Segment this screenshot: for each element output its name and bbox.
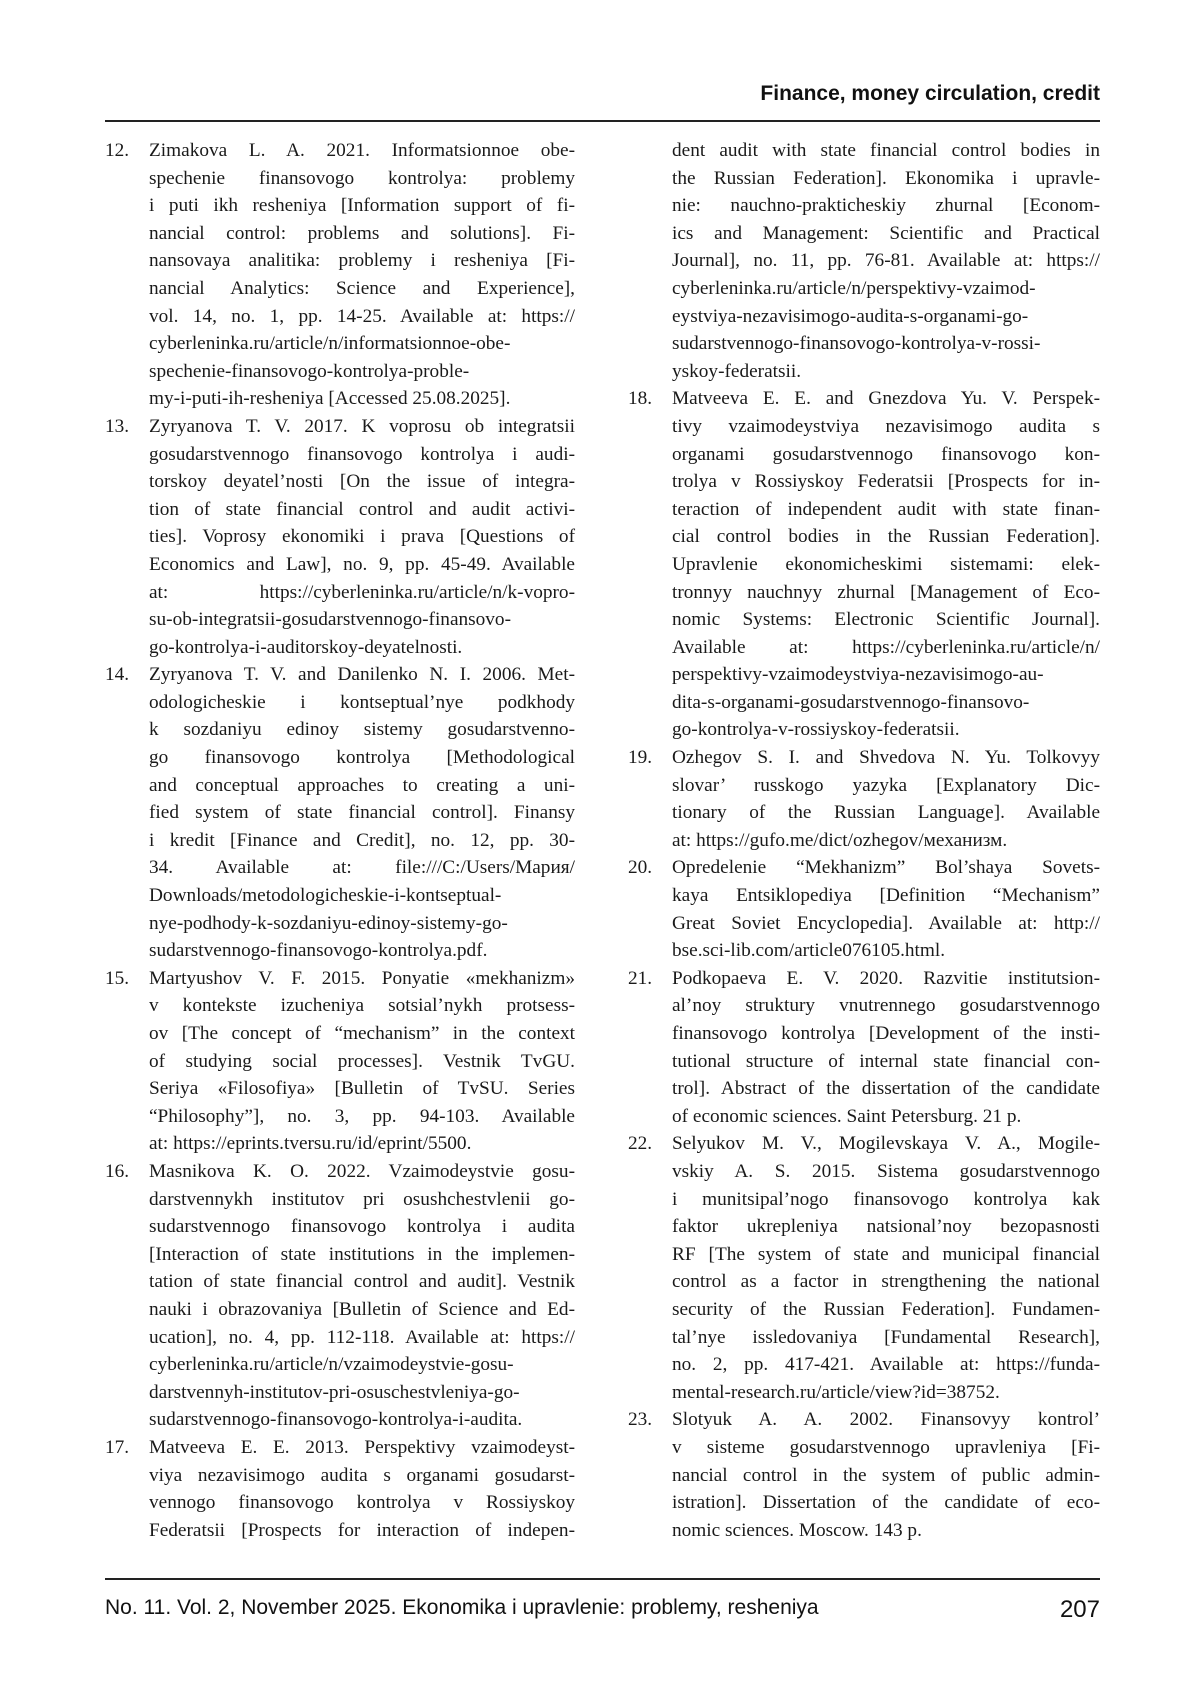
footer-rule — [105, 1578, 1100, 1580]
reference-line-text: dent audit with state financial control bodies in — [672, 140, 1100, 161]
reference-line-text: v kontekste izucheniya sotsial’nykh protsess- — [149, 995, 575, 1017]
reference-line-text: slovar’ russkogo yazyka [Explanatory Dic- — [672, 774, 1100, 796]
reference-text-line — [672, 275, 1100, 303]
reference-text-line — [149, 689, 575, 717]
reference-text-line — [149, 661, 575, 689]
reference-text-line — [672, 1517, 1100, 1545]
reference-line-text: tionary of the Russian Language]. Available — [672, 802, 1100, 824]
reference-text-line — [149, 1048, 575, 1076]
reference-item — [628, 1406, 1100, 1544]
reference-line-text: trolya v Rossiyskoy Federatsii [Prospects for in- — [672, 471, 1100, 493]
reference-line-text: control as a factor in strengthening the national — [672, 1271, 1100, 1293]
reference-line-text: eystviya-nezavisimogo-audita-s-organami-go- — [672, 305, 1029, 327]
reference-text-line — [149, 1296, 575, 1324]
reference-text-line — [672, 799, 1100, 827]
reference-text-line — [672, 1324, 1100, 1352]
reference-line-text: no. 2, pp. 417-421. Available at: https://funda- — [672, 1354, 1100, 1376]
reference-text-line — [149, 330, 575, 358]
reference-text-line — [672, 1103, 1100, 1131]
reference-text-line — [149, 937, 575, 965]
reference-line-text: Slotyuk A. A. 2002. Finansovyy kontrol’ — [672, 1409, 1100, 1431]
reference-line-text: nomic Systems: Electronic Scientific Journal]. — [672, 609, 1100, 631]
reference-line-text: cyberleninka.ru/article/n/informatsionnoe-obe- — [149, 333, 511, 355]
reference-line-text: nancial Analytics: Science and Experience], — [149, 277, 575, 299]
reference-line-text: nie: nauchno-prakticheskiy zhurnal [Econom- — [672, 195, 1100, 217]
reference-text-line — [672, 330, 1100, 358]
reference-text-line — [672, 441, 1100, 469]
reference-line-text: torskoy deyatel’nosti [On the issue of integra- — [149, 471, 575, 493]
reference-text-line — [672, 385, 1100, 413]
reference-item-continuation — [628, 137, 1100, 385]
references-right-column — [628, 137, 1100, 1544]
reference-text-line — [149, 385, 575, 413]
reference-text-line — [149, 1406, 575, 1434]
reference-text-line — [672, 1268, 1100, 1296]
reference-line-text: “Philosophy”], no. 3, pp. 94-103. Available — [149, 1105, 575, 1127]
reference-line-text: fied system of state financial control]. Finansy — [149, 802, 575, 824]
reference-text-line — [672, 496, 1100, 524]
reference-text-line — [149, 1324, 575, 1352]
reference-text-line — [149, 854, 575, 882]
reference-line-text: su-ob-integratsii-gosudarstvennogo-finansovo- — [149, 609, 511, 631]
reference-line-text: cial control bodies in the Russian Federation]. — [672, 526, 1100, 548]
reference-line-text: tivy vzaimodeystviya nezavisimogo audita s — [672, 415, 1100, 437]
reference-text-line — [672, 413, 1100, 441]
reference-line-text: nancial control in the system of public admin- — [672, 1464, 1100, 1486]
reference-line-text: Matveeva E. E. and Gnezdova Yu. V. Perspek- — [672, 388, 1100, 410]
reference-text-line — [672, 744, 1100, 772]
reference-line-text: yskoy-federatsii. — [672, 360, 802, 382]
reference-line-text: Ozhegov S. I. and Shvedova N. Yu. Tolkovyy — [672, 747, 1100, 769]
reference-line-text: sudarstvennogo-finansovogo-kontrolya-v-rossi- — [672, 333, 1041, 355]
reference-item — [105, 137, 575, 413]
reference-line-text: go-kontrolya-i-auditorskoy-deyatelnosti. — [149, 636, 463, 658]
reference-item — [105, 965, 575, 1158]
reference-text-line — [672, 1213, 1100, 1241]
reference-line-text: dita-s-organami-gosudarstvennogo-finansovo- — [672, 691, 1030, 713]
reference-line-text: RF [The system of state and municipal financial — [672, 1243, 1100, 1265]
reference-line-text: trol]. Abstract of the dissertation of the candidate — [672, 1078, 1100, 1100]
reference-text-line — [149, 1213, 575, 1241]
reference-number: 19. — [628, 747, 653, 769]
reference-text-line — [672, 247, 1100, 275]
reference-line-text: faktor ukrepleniya natsional’noy bezopasnosti — [672, 1216, 1100, 1238]
reference-text-line — [149, 1130, 575, 1158]
reference-line-text: teraction of independent audit with state finan- — [672, 498, 1100, 520]
reference-line-text: Economics and Law], no. 9, pp. 45-49. Available — [149, 553, 575, 575]
reference-text-line — [149, 1103, 575, 1131]
reference-number: 18. — [628, 388, 653, 410]
reference-line-text: perspektivy-vzaimodeystviya-nezavisimogo-au- — [672, 664, 1044, 686]
reference-text-line — [149, 965, 575, 993]
reference-line-text: sudarstvennogo finansovogo kontrolya i audita — [149, 1216, 575, 1238]
reference-text-line — [672, 468, 1100, 496]
reference-text-line — [149, 1241, 575, 1269]
reference-text-line — [672, 358, 1100, 386]
reference-text-line — [672, 606, 1100, 634]
reference-text-line — [672, 1434, 1100, 1462]
reference-line-text: Zyryanova T. V. and Danilenko N. I. 2006. Met- — [149, 664, 575, 686]
reference-line-text: Opredelenie “Mekhanizm” Bol’shaya Sovets- — [672, 857, 1100, 879]
reference-line-text: darstvennyh-institutov-pri-osuschestvleniya-go- — [149, 1381, 520, 1403]
reference-item — [105, 413, 575, 661]
reference-line-text: kaya Entsiklopediya [Definition “Mechanism” — [672, 885, 1100, 907]
reference-item — [628, 1130, 1100, 1406]
reference-text-line — [149, 358, 575, 386]
reference-line-text: bse.sci-lib.com/article076105.html. — [672, 940, 946, 962]
reference-text-line — [672, 1130, 1100, 1158]
reference-line-text: go finansovogo kontrolya [Methodological — [149, 747, 575, 769]
reference-text-line — [149, 192, 575, 220]
reference-line-text: i munitsipal’nogo finansovogo kontrolya kak — [672, 1188, 1100, 1210]
reference-text-line — [672, 854, 1100, 882]
reference-text-line — [149, 992, 575, 1020]
reference-number: 13. — [105, 415, 130, 437]
reference-text-line — [149, 1075, 575, 1103]
reference-line-text: nomic sciences. Moscow. 143 p. — [672, 1519, 922, 1541]
reference-text-line — [149, 468, 575, 496]
reference-line-text: tation of state financial control and audit]. Vestnik — [149, 1271, 575, 1293]
reference-line-text: viya nezavisimogo audita s organami gosudarst- — [149, 1464, 575, 1486]
reference-text-line — [672, 192, 1100, 220]
reference-text-line — [672, 523, 1100, 551]
reference-text-line — [672, 1075, 1100, 1103]
references-left-column — [105, 137, 575, 1544]
reference-item — [628, 965, 1100, 1131]
reference-text-line — [149, 275, 575, 303]
reference-text-line — [149, 551, 575, 579]
reference-text-line — [149, 716, 575, 744]
reference-text-line — [672, 827, 1100, 855]
reference-text-line — [149, 165, 575, 193]
reference-text-line — [672, 661, 1100, 689]
reference-line-text: of economic sciences. Saint Petersburg. 21 p. — [672, 1105, 1022, 1127]
reference-text-line — [672, 1020, 1100, 1048]
reference-line-text: ucation], no. 4, pp. 112-118. Available at: https:// — [149, 1326, 575, 1348]
reference-text-line — [149, 1186, 575, 1214]
reference-line-text: nancial control: problems and solutions]. Fi- — [149, 222, 575, 244]
reference-line-text: [Interaction of state institutions in the implemen- — [149, 1243, 575, 1265]
reference-line-text: darstvennykh institutov pri osushchestvlenii go- — [149, 1188, 575, 1210]
reference-line-text: cyberleninka.ru/article/n/perspektivy-vzaimod- — [672, 277, 1036, 299]
reference-number: 16. — [105, 1160, 130, 1182]
reference-text-line — [149, 220, 575, 248]
reference-line-text: Zyryanova T. V. 2017. K voprosu ob integratsii — [149, 415, 575, 437]
reference-line-text: Zimakova L. A. 2021. Informatsionnoe obe- — [149, 140, 575, 161]
reference-item — [105, 1434, 575, 1544]
reference-text-line — [672, 1462, 1100, 1490]
reference-line-text: i kredit [Finance and Credit], no. 12, pp. 30- — [149, 829, 575, 851]
reference-text-line — [149, 744, 575, 772]
reference-line-text: Downloads/metodologicheskie-i-kontseptual- — [149, 885, 502, 907]
reference-text-line — [149, 1351, 575, 1379]
reference-text-line — [672, 1186, 1100, 1214]
reference-item — [105, 661, 575, 965]
reference-line-text: nye-podhody-k-sozdaniyu-edinoy-sistemy-go- — [149, 912, 508, 934]
reference-text-line — [149, 247, 575, 275]
reference-text-line — [149, 1517, 575, 1545]
reference-line-text: tronnyy nauchnyy zhurnal [Management of Eco- — [672, 581, 1100, 603]
reference-text-line — [149, 1489, 575, 1517]
reference-text-line — [149, 634, 575, 662]
reference-line-text: nansovaya analitika: problemy i resheniya [Fi- — [149, 250, 575, 272]
reference-line-text: organami gosudarstvennogo finansovogo kon- — [672, 443, 1100, 465]
reference-text-line — [672, 634, 1100, 662]
reference-number: 12. — [105, 140, 130, 161]
reference-text-line — [149, 523, 575, 551]
reference-line-text: the Russian Federation]. Ekonomika i upravle- — [672, 167, 1100, 189]
reference-line-text: go-kontrolya-v-rossiyskoy-federatsii. — [672, 719, 960, 741]
reference-line-text: ics and Management: Scientific and Practical — [672, 222, 1100, 244]
reference-line-text: tutional structure of internal state financial con- — [672, 1050, 1100, 1072]
reference-text-line — [672, 772, 1100, 800]
reference-text-line — [672, 992, 1100, 1020]
reference-text-line — [672, 551, 1100, 579]
reference-text-line — [149, 137, 575, 165]
reference-line-text: sudarstvennogo-finansovogo-kontrolya-i-audita. — [149, 1409, 523, 1431]
reference-line-text: security of the Russian Federation]. Fundamen- — [672, 1298, 1100, 1320]
reference-text-line — [672, 937, 1100, 965]
footer-journal-info: No. 11. Vol. 2, November 2025. Ekonomika i upravlenie: problemy, resheniya — [105, 1596, 819, 1619]
reference-text-line — [672, 1379, 1100, 1407]
reference-text-line — [672, 1489, 1100, 1517]
reference-text-line — [672, 716, 1100, 744]
reference-text-line — [672, 303, 1100, 331]
reference-text-line — [149, 1020, 575, 1048]
reference-line-text: vskiy A. S. 2015. Sistema gosudarstvennogo — [672, 1160, 1100, 1182]
reference-line-text: ov [The concept of “mechanism” in the context — [149, 1023, 575, 1044]
reference-line-text: at: https://cyberleninka.ru/article/n/k-vopro- — [149, 581, 575, 603]
reference-text-line — [672, 579, 1100, 607]
reference-line-text: odologicheskie i kontseptual’nye podkhody — [149, 691, 575, 713]
reference-line-text: my-i-puti-ih-resheniya [Accessed 25.08.2025]. — [149, 388, 511, 410]
reference-line-text: Masnikova K. O. 2022. Vzaimodeystvie gosu- — [149, 1160, 575, 1182]
reference-text-line — [149, 413, 575, 441]
reference-text-line — [672, 1406, 1100, 1434]
reference-line-text: gosudarstvennogo finansovogo kontrolya i audi- — [149, 443, 575, 465]
reference-line-text: Matveeva E. E. 2013. Perspektivy vzaimodeyst- — [149, 1436, 575, 1458]
reference-line-text: mental-research.ru/article/view?id=38752. — [672, 1381, 1000, 1403]
reference-text-line — [149, 606, 575, 634]
reference-line-text: 34. Available at: file:///C:/Users/Мария/ — [149, 857, 575, 879]
reference-text-line — [149, 303, 575, 331]
reference-text-line — [149, 579, 575, 607]
reference-line-text: istration]. Dissertation of the candidate of eco- — [672, 1492, 1100, 1514]
reference-text-line — [149, 1268, 575, 1296]
reference-text-line — [672, 1048, 1100, 1076]
reference-text-line — [149, 772, 575, 800]
reference-text-line — [672, 910, 1100, 938]
reference-line-text: k sozdaniyu edinoy sistemy gosudarstvenno- — [149, 719, 575, 741]
reference-line-text: tal’nye issledovaniya [Fundamental Research], — [672, 1326, 1100, 1348]
reference-line-text: Martyushov V. F. 2015. Ponyatie «mekhanizm» — [149, 967, 575, 989]
reference-number: 20. — [628, 857, 653, 879]
reference-line-text: al’noy struktury vnutrennego gosudarstvennogo — [672, 995, 1100, 1017]
reference-line-text: at: https://gufo.me/dict/ozhegov/механизм. — [672, 829, 1008, 851]
reference-line-text: Podkopaeva E. V. 2020. Razvitie institutsion- — [672, 967, 1100, 989]
reference-text-line — [672, 882, 1100, 910]
reference-line-text: Great Soviet Encyclopedia]. Available at: http:// — [672, 912, 1100, 934]
reference-text-line — [149, 1462, 575, 1490]
reference-line-text: Federatsii [Prospects for interaction of indepen- — [149, 1519, 575, 1541]
page-number: 207 — [1059, 1596, 1100, 1623]
reference-text-line — [149, 1434, 575, 1462]
reference-line-text: of studying social processes]. Vestnik TvGU. — [149, 1050, 575, 1072]
reference-line-text: cyberleninka.ru/article/n/vzaimodeystvie-gosu- — [149, 1354, 514, 1376]
reference-text-line — [149, 910, 575, 938]
reference-line-text: spechenie finansovogo kontrolya: problemy — [149, 167, 575, 189]
reference-number: 21. — [628, 967, 653, 989]
reference-line-text: and conceptual approaches to creating a uni- — [149, 774, 575, 796]
reference-text-line — [149, 1158, 575, 1186]
reference-line-text: sudarstvennogo-finansovogo-kontrolya.pdf. — [149, 940, 488, 962]
reference-text-line — [672, 165, 1100, 193]
reference-text-line — [149, 799, 575, 827]
reference-text-line — [672, 1296, 1100, 1324]
reference-item — [105, 1158, 575, 1434]
reference-number: 22. — [628, 1133, 653, 1155]
reference-number: 14. — [105, 664, 130, 686]
reference-text-line — [149, 496, 575, 524]
reference-line-text: at: https://eprints.tversu.ru/id/eprint/5500. — [149, 1133, 472, 1155]
reference-line-text: ties]. Voprosy ekonomiki i prava [Questions of — [149, 526, 575, 548]
reference-text-line — [672, 689, 1100, 717]
reference-text-line — [149, 1379, 575, 1407]
reference-text-line — [149, 827, 575, 855]
reference-line-text: Available at: https://cyberleninka.ru/article/n/ — [672, 636, 1100, 658]
header-rule — [105, 120, 1100, 122]
reference-line-text: Seriya «Filosofiya» [Bulletin of TvSU. Series — [149, 1078, 575, 1100]
reference-text-line — [672, 137, 1100, 165]
reference-line-text: Upravlenie ekonomicheskimi sistemami: elek- — [672, 553, 1100, 575]
reference-number: 17. — [105, 1436, 130, 1458]
reference-text-line — [672, 965, 1100, 993]
reference-line-text: v sisteme gosudarstvennogo upravleniya [Fi- — [672, 1436, 1100, 1458]
reference-item — [628, 854, 1100, 964]
reference-text-line — [672, 1241, 1100, 1269]
running-head-section-title: Finance, money circulation, credit — [760, 82, 1100, 105]
reference-number: 23. — [628, 1409, 653, 1431]
reference-line-text: vennogo finansovogo kontrolya v Rossiyskoy — [149, 1492, 575, 1514]
reference-text-line — [672, 1158, 1100, 1186]
reference-line-text: Journal], no. 11, pp. 76-81. Available at: https:// — [672, 250, 1100, 272]
reference-text-line — [149, 882, 575, 910]
reference-text-line — [672, 1351, 1100, 1379]
reference-line-text: Selyukov M. V., Mogilevskaya V. A., Mogile- — [672, 1133, 1100, 1155]
reference-item — [628, 385, 1100, 744]
reference-line-text: tion of state financial control and audit activi- — [149, 498, 575, 520]
reference-text-line — [672, 220, 1100, 248]
reference-line-text: finansovogo kontrolya [Development of the insti- — [672, 1023, 1100, 1044]
reference-number: 15. — [105, 967, 130, 989]
reference-line-text: i puti ikh resheniya [Information support of fi- — [149, 195, 575, 217]
reference-line-text: nauki i obrazovaniya [Bulletin of Science and Ed- — [149, 1298, 575, 1320]
reference-text-line — [149, 441, 575, 469]
reference-item — [628, 744, 1100, 854]
reference-line-text: vol. 14, no. 1, pp. 14-25. Available at: https:// — [149, 305, 575, 327]
reference-line-text: spechenie-finansovogo-kontrolya-proble- — [149, 360, 470, 382]
